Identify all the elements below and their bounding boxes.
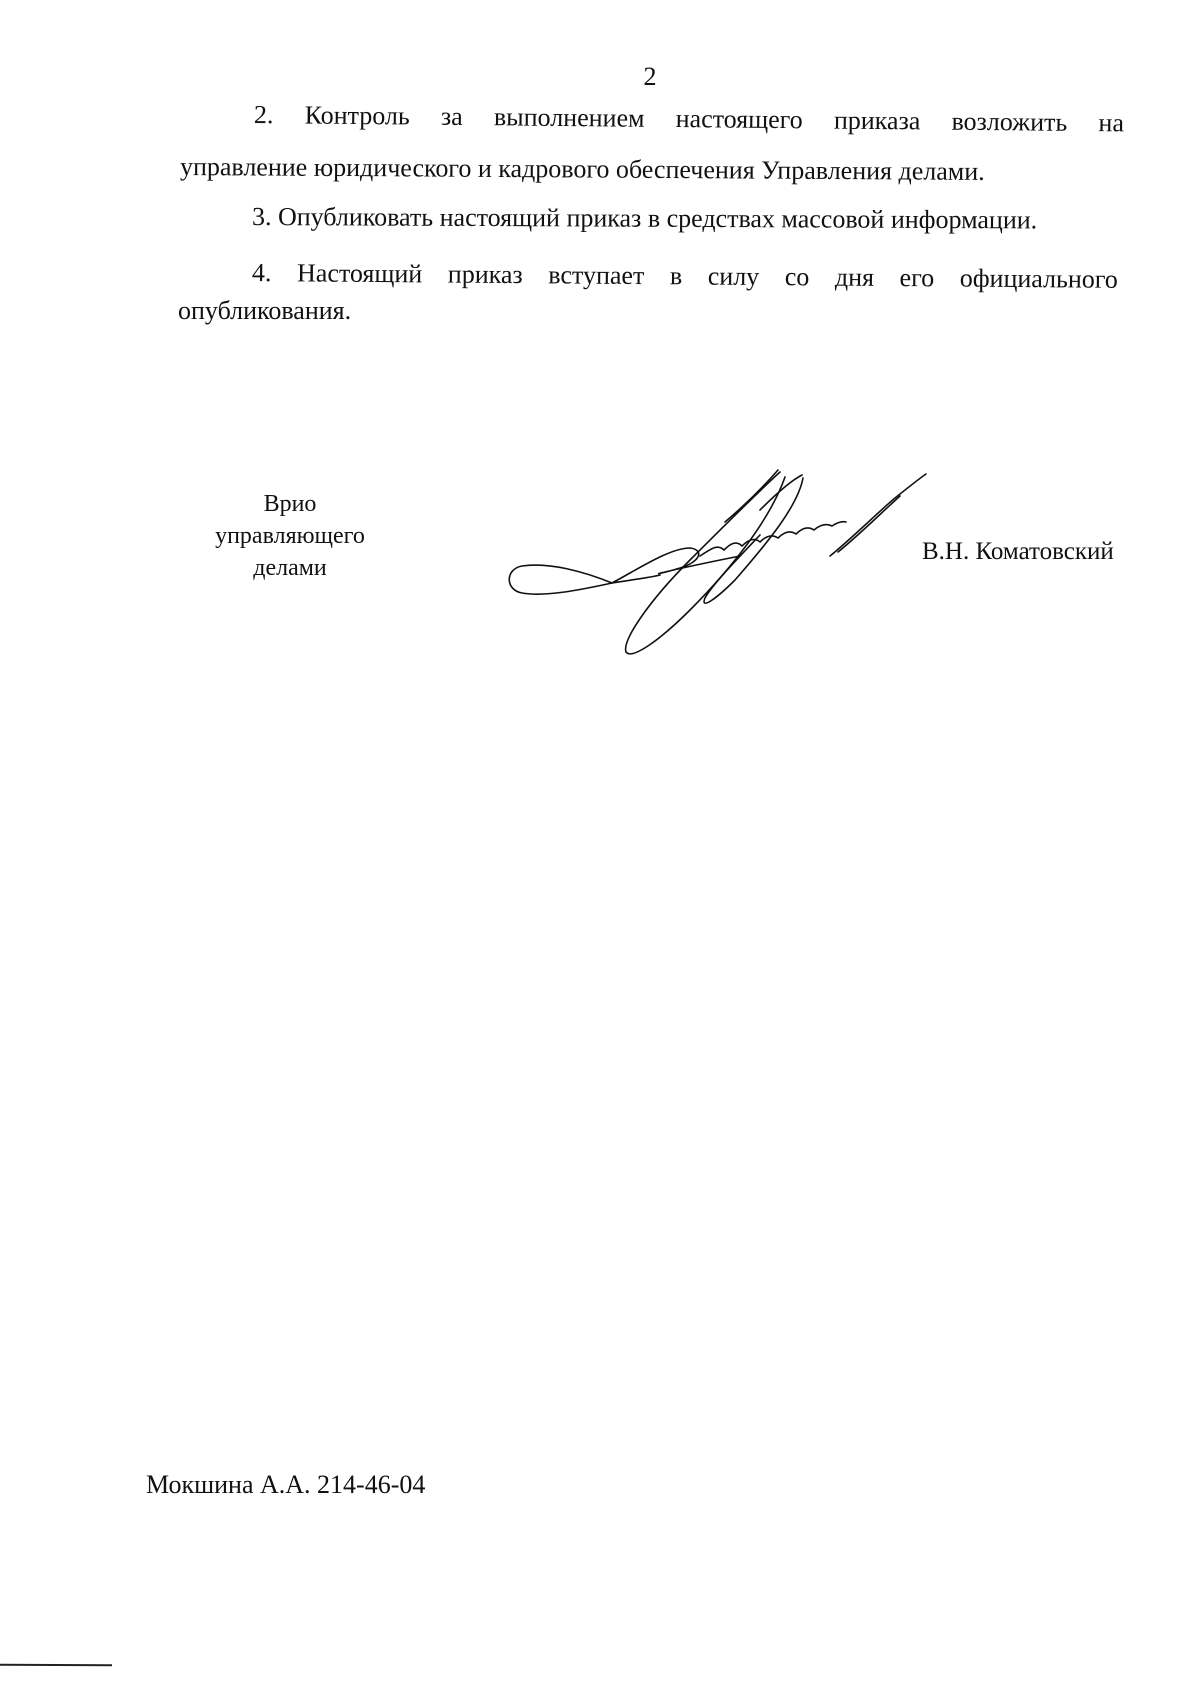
word: Контроль: [304, 100, 410, 131]
position-line: Врио: [263, 491, 317, 517]
word: выполнением: [493, 102, 645, 133]
word: 2.: [253, 100, 274, 130]
paragraph-item-2-line-1: [254, 100, 1124, 138]
word: официального: [959, 263, 1118, 294]
line-text: опубликования.: [178, 296, 352, 325]
paragraph-item-4-line-2: [178, 296, 578, 326]
position-line: делами: [253, 555, 327, 581]
executor-contact: Мокшина А.А. 214-46-04: [146, 1470, 426, 1499]
signer-name: В.Н. Коматовский: [922, 538, 1114, 565]
word: настоящего: [675, 104, 803, 135]
word: 4.: [251, 258, 272, 288]
word: Настоящий: [296, 258, 423, 289]
word: его: [899, 263, 935, 293]
word: со: [784, 262, 810, 292]
word: приказа: [833, 105, 921, 136]
word: возложить: [951, 106, 1068, 137]
word: силу: [707, 261, 760, 291]
word: за: [440, 101, 463, 132]
paragraph-item-3: [252, 202, 1122, 236]
position-line: управляющего: [215, 523, 365, 549]
word: вступает: [548, 260, 645, 291]
word: приказ: [447, 259, 523, 290]
paragraph-item-4-line-1: [252, 258, 1118, 295]
word: в: [669, 261, 683, 291]
signatory-position: [190, 488, 390, 584]
word: дня: [834, 262, 875, 292]
line-text: управление юридического и кадрового обеспечения Управления делами.: [179, 152, 985, 186]
handwritten-signature-icon: [490, 460, 950, 680]
word: на: [1098, 108, 1125, 138]
footnote-rule: [0, 1664, 112, 1667]
paragraph-item-2-line-2: [180, 152, 1060, 187]
page-number: 2: [643, 62, 657, 91]
line-text: 3. Опубликовать настоящий приказ в средствах массовой информации.: [251, 202, 1038, 235]
